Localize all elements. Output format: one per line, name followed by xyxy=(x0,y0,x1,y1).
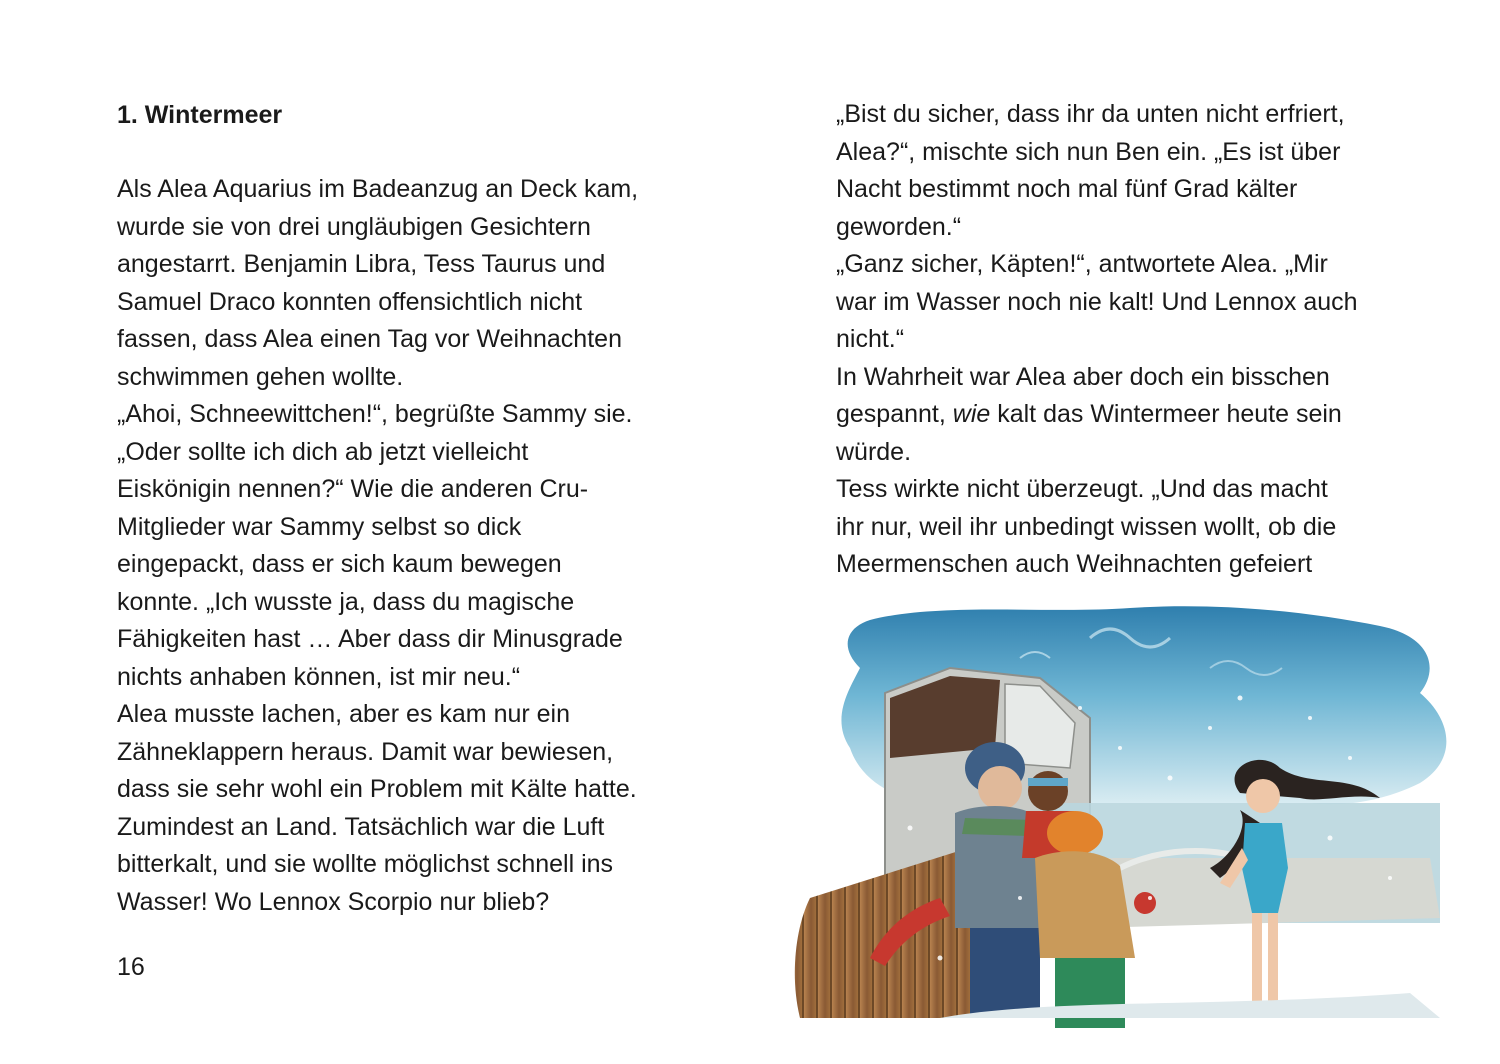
text-line: Meermenschen auch Weihnachten gefeiert xyxy=(836,550,1313,578)
text-line: Alea?“, mischte sich nun Ben ein. „Es ist über xyxy=(836,137,1341,166)
text-line: Samuel Draco konnten offensichtlich nicht xyxy=(117,287,583,316)
text-line: Fähigkeiten hast … Aber dass dir Minusgrade xyxy=(117,625,623,653)
left-body-text xyxy=(117,171,638,921)
text-line: „Ganz sicher, Käpten!“, antwortete Alea. „Mir xyxy=(836,250,1328,278)
text-line: dass sie sehr wohl ein Problem mit Kälte hatte. xyxy=(117,775,637,803)
text-line-emphasis xyxy=(836,396,1358,434)
text-line: ihr nur, weil ihr unbedingt wissen wollt, ob die xyxy=(836,512,1337,541)
text-line: Zumindest an Land. Tatsächlich war die Luft xyxy=(117,812,605,841)
text-line: „Oder sollte ich dich ab jetzt vielleicht xyxy=(117,437,529,466)
right-body-text xyxy=(836,96,1358,584)
text-line: würde. xyxy=(836,437,912,466)
text-line: Wasser! Wo Lennox Scorpio nur blieb? xyxy=(117,887,550,916)
text-line: schwimmen gehen wollte. xyxy=(117,362,404,391)
text-line: „Bist du sicher, dass ihr da unten nicht erfriert, xyxy=(836,100,1345,128)
text-line: wurde sie von drei ungläubigen Gesichtern xyxy=(117,212,591,241)
text-line: „Ahoi, Schneewittchen!“, begrüßte Sammy sie. xyxy=(117,400,633,428)
text-line: Eiskönigin nennen?“ Wie die anderen Cru- xyxy=(117,475,589,503)
text-line: angestarrt. Benjamin Libra, Tess Taurus und xyxy=(117,250,606,278)
emphasized-word: wie xyxy=(952,400,991,428)
text-line: fassen, dass Alea einen Tag vor Weihnachten xyxy=(117,325,622,353)
emph-before: gespannt, xyxy=(836,400,953,428)
text-line: eingepackt, dass er sich kaum bewegen xyxy=(117,550,562,578)
text-line: Mitglieder war Sammy selbst so dick xyxy=(117,512,522,541)
text-line: Alea musste lachen, aber es kam nur ein xyxy=(117,700,571,728)
text-line: konnte. „Ich wusste ja, dass du magische xyxy=(117,587,575,616)
text-line: Zähneklappern heraus. Damit war bewiesen, xyxy=(117,737,614,766)
text-line: Tess wirkte nicht überzeugt. „Und das macht xyxy=(836,475,1328,503)
text-line: nichts anhaben können, ist mir neu.“ xyxy=(117,662,521,691)
text-line: nicht.“ xyxy=(836,325,905,353)
right-page xyxy=(750,0,1500,1064)
chapter-title: 1. Wintermeer xyxy=(117,101,283,129)
text-line: Nacht bestimmt noch mal fünf Grad kälter xyxy=(836,175,1298,203)
text-line: geworden.“ xyxy=(836,212,962,241)
emph-after: kalt das Wintermeer heute sein xyxy=(990,400,1342,428)
text-line: In Wahrheit war Alea aber doch ein bisschen xyxy=(836,362,1330,391)
text-line: Als Alea Aquarius im Badeanzug an Deck kam, xyxy=(117,175,639,203)
winter-sea-illustration xyxy=(790,598,1480,1038)
text-line: war im Wasser noch nie kalt! Und Lennox auch xyxy=(836,287,1358,316)
text-line: bitterkalt, und sie wollte möglichst schnell ins xyxy=(117,850,614,878)
page-number: 16 xyxy=(117,953,145,981)
